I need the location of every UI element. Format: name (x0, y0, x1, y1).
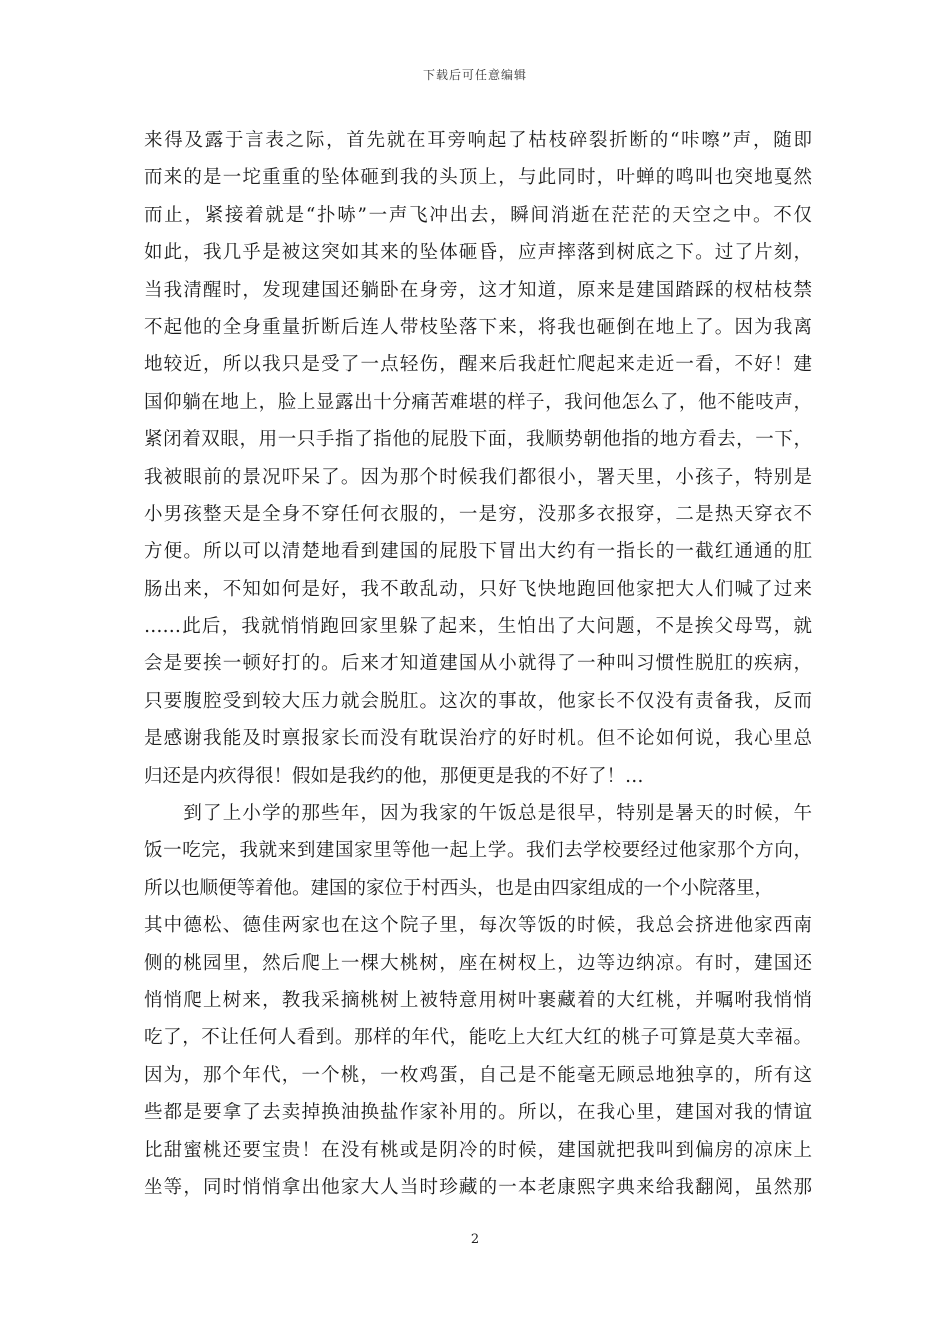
page-number: 2 (470, 1232, 480, 1247)
text-line: 如此，我几乎是被这突如其来的坠体砸昏，应声摔落到树底之下。过了片刻， (144, 242, 812, 264)
text-line: 只要腹腔受到较大压力就会脱肛。这次的事故，他家长不仅没有责备我，反而 (144, 690, 812, 712)
paragraph-end-line: 归还是内疚得很！假如是我约的他，那便更是我的不好了！… (144, 765, 644, 787)
text-line: 其中德松、德佳两家也在这个院子里，每次等饭的时候，我总会挤进他家西南 (144, 915, 812, 937)
text-line: 些都是要拿了去卖掉换油换盐作家补用的。所以，在我心里，建国对我的情谊 (144, 1102, 812, 1124)
text-line: 来得及露于言表之际，首先就在耳旁响起了枯枝碎裂折断的“咔嚓”声，随即 (144, 130, 812, 151)
text-line: 饭一吃完，我就来到建国家里等他一起上学。我们去学校要经过他家那个方向， (144, 840, 812, 862)
text-line: 所以也顺便等着他。建国的家位于村西头，也是由四家组成的一个小院落里， (144, 877, 774, 899)
body-text (144, 122, 812, 1206)
text-line: 当我清醒时，发现建国还躺卧在身旁，这才知道，原来是建国踏踩的杈枯枝禁 (144, 279, 812, 301)
text-line: 会是要挨一顿好打的。后来才知道建国从小就得了一种叫习惯性脱肛的疾病， (144, 653, 812, 675)
text-line: 不起他的全身重量折断后连人带枝坠落下来，将我也砸倒在地上了。因为我离 (144, 316, 812, 338)
text-line: 吃了，不让任何人看到。那样的年代，能吃上大红大红的桃子可算是莫大幸福。 (144, 1027, 812, 1049)
text-line: 而止，紧接着就是“扑哧”一声飞冲出去，瞬间消逝在茫茫的天空之中。不仅 (144, 204, 812, 226)
text-line: 地较近，所以我只是受了一点轻伤，醒来后我赶忙爬起来走近一看，不好！建 (144, 354, 812, 376)
text-line: 方便。所以可以清楚地看到建国的屁股下冒出大约有一指长的一截红通通的肛 (144, 541, 812, 563)
text-line: 小男孩整天是全身不穿任何衣服的，一是穷，没那多衣报穿，二是热天穿衣不 (144, 503, 812, 525)
text-line: 是感谢我能及时禀报家长而没有耽误治疗的好时机。但不论如何说，我心里总 (144, 728, 812, 750)
paragraph-start-line: 到了上小学的那些年，因为我家的午饭总是很早，特别是暑天的时候，午 (144, 803, 812, 825)
text-line: 悄悄爬上树来，教我采摘桃树上被特意用树叶裹藏着的大红桃，并嘱咐我悄悄 (144, 989, 812, 1011)
text-line: 肠出来，不知如何是好，我不敢乱动，只好飞快地跑回他家把大人们喊了过来 (144, 578, 812, 600)
text-line: ……此后，我就悄悄跑回家里躲了起来，生怕出了大问题，不是挨父母骂，就 (144, 616, 812, 638)
text-line: 侧的桃园里，然后爬上一棵大桃树，座在树杈上，边等边纳凉。有时，建国还 (144, 952, 812, 974)
page-header: 下载后可任意编辑 (422, 68, 527, 82)
text-line: 因为，那个年代，一个桃，一枚鸡蛋，自己是不能毫无顾忌地独享的，所有这 (144, 1064, 812, 1086)
text-line: 而来的是一坨重重的坠体砸到我的头顶上，与此同时，叶蝉的鸣叫也突地戛然 (144, 167, 812, 189)
text-line: 比甜蜜桃还要宝贵！在没有桃或是阴冷的时候，建国就把我叫到偏房的凉床上 (144, 1139, 812, 1161)
text-line: 我被眼前的景况吓呆了。因为那个时候我们都很小，署天里，小孩子，特别是 (144, 466, 812, 488)
text-line: 坐等，同时悄悄拿出他家大人当时珍藏的一本老康熙字典来给我翻阅，虽然那 (144, 1176, 812, 1198)
text-line: 紧闭着双眼，用一只手指了指他的屁股下面，我顺势朝他指的地方看去，一下， (144, 429, 812, 451)
text-line: 国仰躺在地上，脸上显露出十分痛苦难堪的样子，我问他怎么了，他不能吱声， (144, 391, 812, 413)
